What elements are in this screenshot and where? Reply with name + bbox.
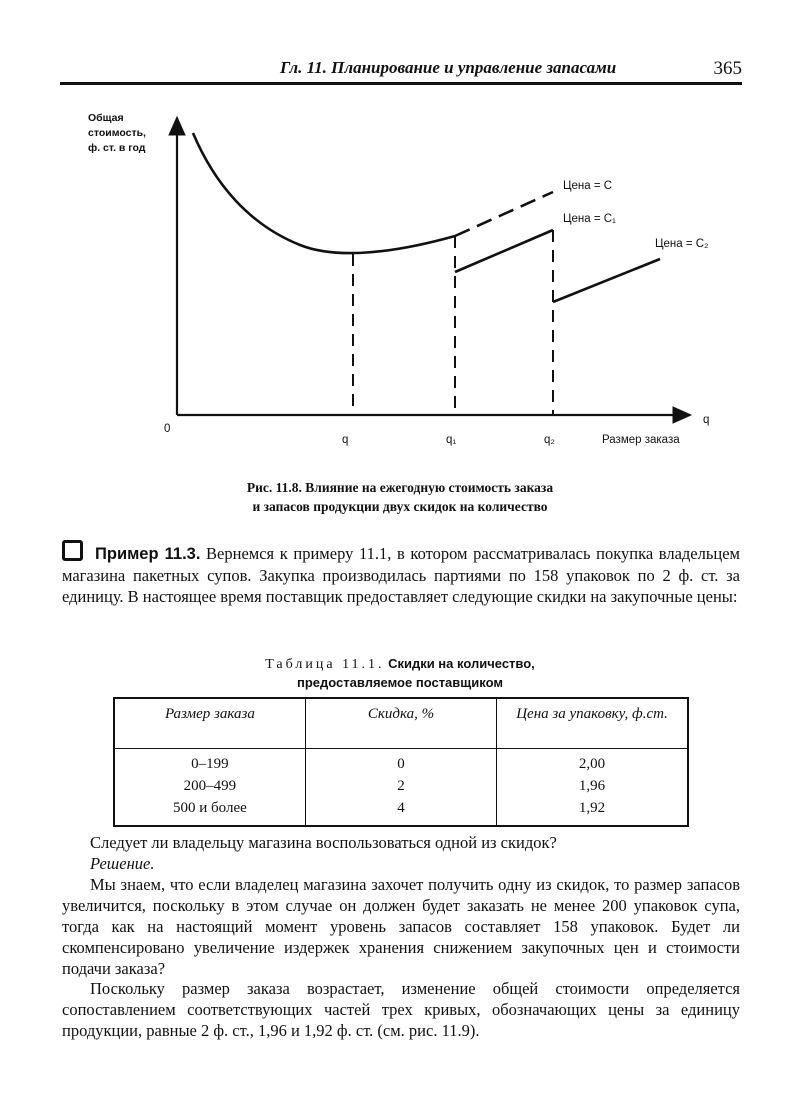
cell-discount: 4: [305, 797, 496, 826]
y-axis-label-line3: ф. ст. в год: [88, 142, 146, 154]
curve-price-c-dashed: [455, 192, 553, 236]
question-text: Следует ли владельцу магазина воспользоваться одной из скидок?: [90, 833, 557, 852]
cell-discount: 2: [305, 775, 496, 797]
y-axis-label-line1: Общая: [88, 112, 124, 124]
origin-label: 0: [164, 423, 171, 435]
x-arrow-label: q: [703, 414, 710, 426]
example-box-icon: [62, 540, 83, 561]
label-price-c: Цена = C: [563, 180, 613, 192]
example-paragraph: [62, 540, 740, 607]
cell-order-size: 500 и более: [114, 797, 305, 826]
table-caption-line1: Скидки на количество,: [388, 656, 535, 671]
x-tick-q1: q₁: [446, 434, 457, 446]
cell-order-size: 0–199: [114, 749, 305, 776]
table-caption-line2: предоставляемое поставщиком: [297, 675, 503, 690]
table-caption-prefix: Таблица 11.1.: [265, 657, 385, 672]
caption-line1: Рис. 11.8. Влияние на ежегодную стоимость заказа: [246, 480, 554, 495]
label-price-c2: Цена = C₂: [655, 238, 709, 250]
discount-table: [113, 697, 689, 827]
body-paragraph-2: Поскольку размер заказа возрастает, изменение общей стоимости определяется сопоставлением соответствующих частей трех кривых, обозначающих цены за единицу продукции, равные 2 ф. ст., 1,96 и 1,92 ф. ст. (см. рис. 11.9).: [62, 979, 740, 1040]
x-axis-title: Размер заказа: [602, 434, 680, 446]
cell-price: 1,92: [578, 799, 606, 816]
curve-price-c2: [553, 259, 660, 302]
header-order-size: Размер заказа: [114, 698, 305, 749]
curve-price-c: [193, 133, 455, 253]
caption-line2: и запасов продукции двух скидок на количество: [252, 499, 548, 514]
chapter-title: Гл. 11. Планирование и управление запасами: [280, 58, 617, 77]
question-paragraph: [62, 832, 740, 874]
label-price-c1: Цена = C₁: [563, 213, 616, 225]
x-tick-q: q: [342, 434, 349, 446]
x-tick-q2: q₂: [544, 434, 555, 446]
page-number: 365: [713, 58, 742, 79]
cell-discount: 0: [305, 749, 496, 776]
body-paragraph-1: Мы знаем, что если владелец магазина захочет получить одну из скидок, то размер запасов увеличится, поскольку в этом случае он должен будет заказать не менее 200 упаковок супа, тогда как на настоящий момент уровень запасов составляет 158 упаковок. Будет ли скомпенсировано увеличение издержек хранения снижением закупочных цен и стоимости подачи заказа?: [62, 875, 740, 978]
y-axis-label-line2: стоимость,: [88, 127, 146, 139]
cell-price: 2,00: [578, 755, 606, 772]
example-text: Вернемся к примеру 11.1, в котором рассматривалась покупка владельцем магазина пакетных супов. Закупка производилась партиями по 158 упаковок по 2 ф. ст. за единицу. В настоящее время поставщик предоставляет следующие скидки на закупочные цены:: [62, 544, 740, 606]
header-discount: Скидка, %: [305, 698, 496, 749]
running-head: [60, 58, 742, 85]
figure-caption: [150, 478, 650, 516]
table-row: [114, 797, 688, 826]
figure-11-8: [0, 95, 800, 465]
table-row: [114, 775, 688, 797]
curve-price-c1: [455, 230, 553, 272]
cell-price: 1,96: [578, 777, 606, 794]
cell-order-size: 200–499: [114, 775, 305, 797]
table-row: [114, 749, 688, 776]
table-caption: [150, 655, 650, 693]
solution-label: Решение.: [90, 854, 155, 873]
example-heading: Пример 11.3.: [95, 545, 201, 563]
header-price: Цена за упаковку, ф.ст.: [497, 698, 688, 749]
table-header-row: [114, 698, 688, 749]
